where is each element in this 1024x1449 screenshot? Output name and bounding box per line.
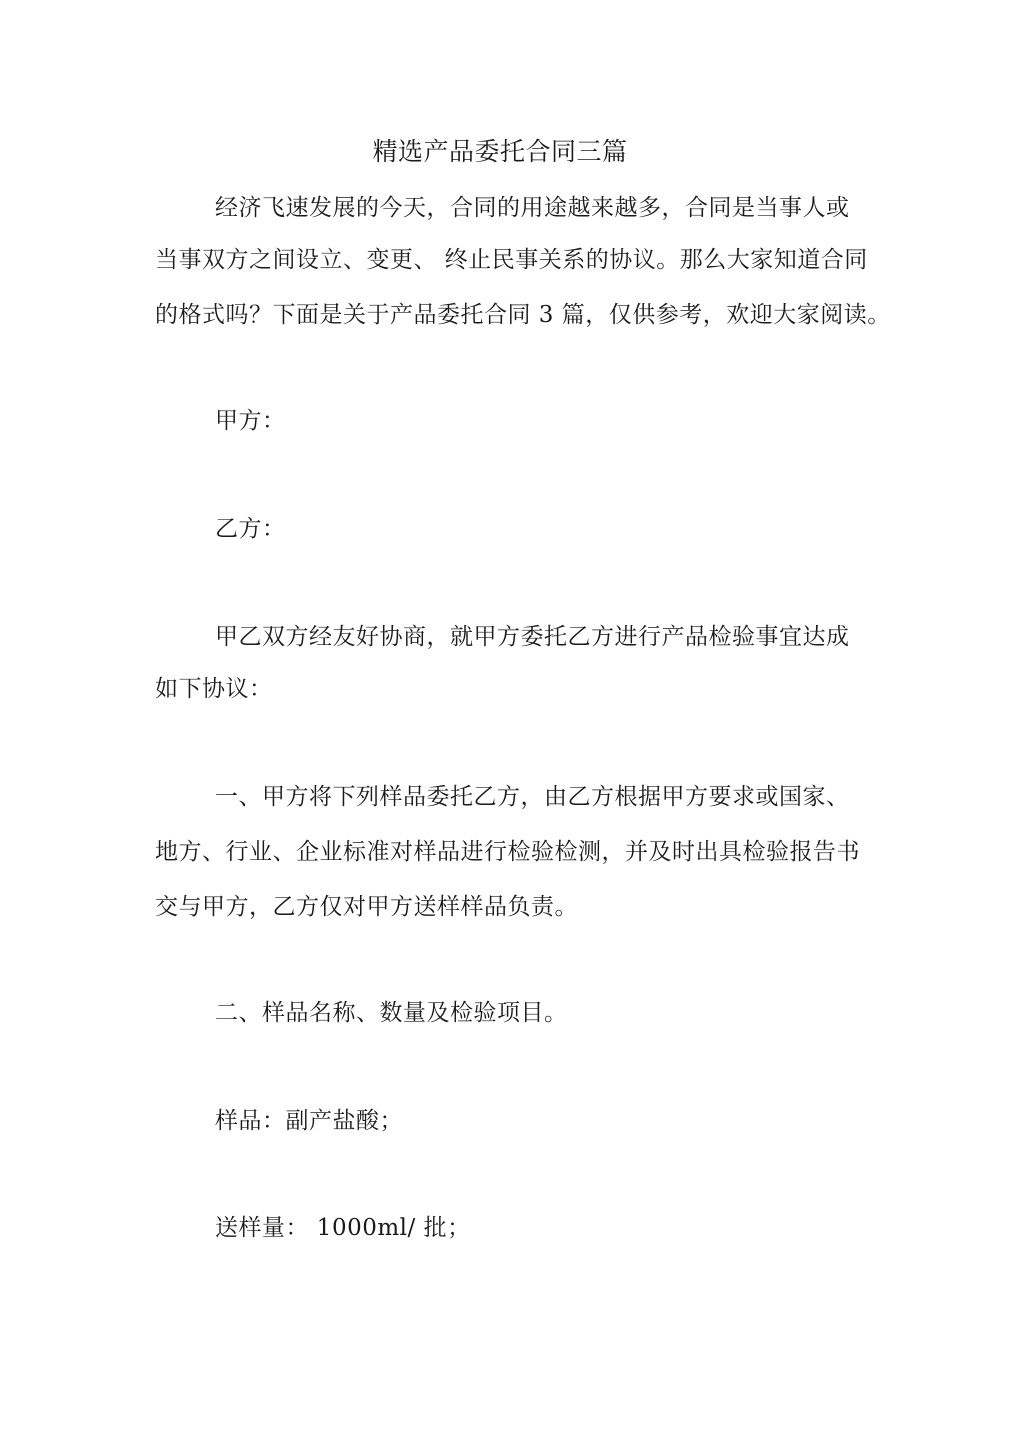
clause-1-line-1: 一、甲方将下列样品委托乙方，由乙方根据甲方要求或国家、 <box>215 784 850 810</box>
clause-1-line-2: 地方、行业、企业标准对样品进行检验检测，并及时出具检验报告书 <box>155 839 860 865</box>
sample-name: 样品：副产盐酸； <box>215 1108 403 1134</box>
party-a-label: 甲方： <box>215 408 286 434</box>
clause-2-heading: 二、样品名称、数量及检验项目。 <box>215 1000 568 1026</box>
agreement-line-1: 甲乙双方经友好协商，就甲方委托乙方进行产品检验事宜达成 <box>215 624 850 650</box>
sample-quantity: 送样量： 1000ml/ 批； <box>215 1215 471 1241</box>
party-b-label: 乙方： <box>215 516 286 542</box>
agreement-line-2: 如下协议： <box>155 676 273 702</box>
clause-1-line-3: 交与甲方，乙方仅对甲方送样样品负责。 <box>155 894 578 920</box>
intro-line-2: 当事双方之间设立、变更、 终止民事关系的协议。那么大家知道合同 <box>155 247 868 273</box>
intro-line-3: 的格式吗？下面是关于产品委托合同 3 篇，仅供参考，欢迎大家阅读。 <box>155 302 891 328</box>
document-title: 精选产品委托合同三篇 <box>372 137 628 166</box>
intro-line-1: 经济飞速发展的今天，合同的用途越来越多，合同是当事人或 <box>215 195 850 221</box>
